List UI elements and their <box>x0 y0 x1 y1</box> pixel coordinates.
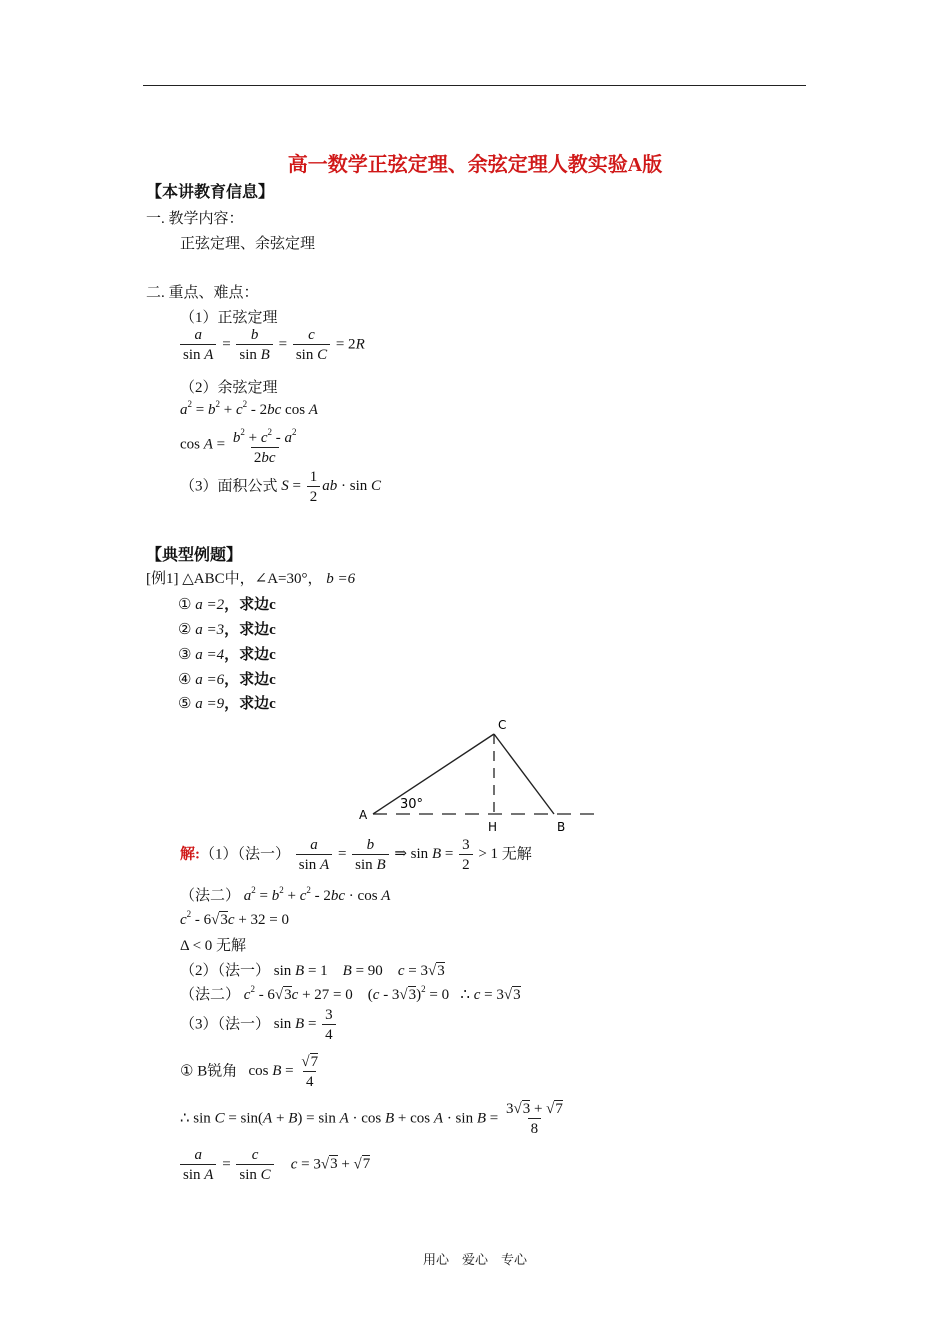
cosine-law-label: （2）余弦定理 <box>180 380 278 396</box>
case-condition: a =9 <box>195 696 225 712</box>
case-condition: a =4 <box>195 647 225 663</box>
solution-part-label: （3）（法一） <box>180 1016 271 1033</box>
method2-label: （法二） <box>180 987 241 1003</box>
no-solution-text: 无解 <box>501 846 532 863</box>
delta-text: Δ < 0 <box>180 938 213 954</box>
sin-c-formula: ∴ sin C = sin(A + B) = sin A · cos B + cos A · sin B = $\frac{3√3 + √7}{8}$ <box>180 1101 563 1137</box>
case-ask: ，求边c <box>224 622 276 638</box>
solution-part3-method1: （3）（法一） sin B = $\frac{3}{4}$ <box>180 1006 338 1044</box>
solution-part1-method2: （法二） $a^2 = b^2 + c^2 - 2bc \cdot \cos A$ <box>180 885 391 904</box>
page-title: 高一数学正弦定理、余弦定理人教实验A版 <box>287 154 663 176</box>
example1-case <box>178 643 276 664</box>
case-condition: a =2 <box>195 597 225 613</box>
solution-part1-method1: 解:（1）（法一） $\frac{a}{\text{sin A}}$ = $\frac{b}{\text{sin B}}$ ⇒ sin B = $\frac{3}{2}$ > 1 无解 <box>180 837 532 873</box>
teaching-content: 正弦定理、余弦定理 <box>180 236 316 252</box>
cosine-law-cos-formula: cos A = $\frac{b^2 + c^2 - a^2}{2bc}$ <box>180 427 297 466</box>
example1-case <box>178 692 276 713</box>
side-cb <box>494 734 554 814</box>
example1-statement <box>146 567 355 588</box>
case-condition: a =6 <box>195 672 225 688</box>
solution-label: 解: <box>180 846 200 863</box>
case-marker: ① <box>178 597 192 613</box>
c-result-formula: $\frac{a}{\text{sin A}}$ = $\frac{c}{\text{sin C}}$ c = 3√3 + √7 <box>178 1146 370 1184</box>
area-formula: S = $\frac{1}{2}$ ab · sin C <box>281 469 381 505</box>
page-footer: 用心 爱心 专心 <box>422 1252 527 1267</box>
label-b: B <box>557 820 566 834</box>
example1-case <box>178 668 276 689</box>
method2-label: （法二） <box>180 888 241 904</box>
label-angle: 30° <box>400 797 424 812</box>
key-points-label: 二. 重点、难点： <box>146 285 259 301</box>
no-solution-text: 无解 <box>216 938 247 954</box>
sine-law-label: （1）正弦定理 <box>180 310 278 326</box>
case-ask: ，求边c <box>224 647 276 663</box>
case-marker: ③ <box>178 647 192 663</box>
b-acute-label: ① B锐角 <box>180 1063 238 1080</box>
delta-row <box>180 934 246 955</box>
triangle-figure <box>355 712 605 837</box>
example1-b-value: b =6 <box>326 571 356 587</box>
solution-part2-method2: （法二） $c^2 - 6√3c + 27 = 0$ (c - 3√3)$^2$ = 0 ∴ c = 3√3 <box>180 984 521 1003</box>
section-examples-heading: 【典型例题】 <box>146 547 243 564</box>
quadratic-equation-1: $c^2 - 6√3c + 32 = 0$ <box>180 909 289 928</box>
sine-law-formula: $\frac{a}{\text{sin A}}$ = $\frac{b}{\text{sin B}}$ = $\frac{c}{\text{sin C}}$ = 2R <box>178 326 365 364</box>
solution-part-label: （2）（法一） <box>180 963 271 979</box>
section-info-heading: 【本讲教育信息】 <box>146 184 275 201</box>
label-c: C <box>498 718 507 732</box>
example1-text: △ABC中，∠A=30°， <box>182 571 323 587</box>
teaching-content-label: 一. 教学内容： <box>146 211 244 227</box>
label-a: A <box>359 808 368 822</box>
case-marker: ② <box>178 622 192 638</box>
case-marker: ⑤ <box>178 696 192 712</box>
label-h: H <box>488 820 498 834</box>
case-marker: ④ <box>178 672 192 688</box>
case-ask: ，求边c <box>224 597 276 613</box>
area-formula-label: （3）面积公式 <box>180 478 278 495</box>
case-condition: a =3 <box>195 622 225 638</box>
case-ask: ，求边c <box>224 672 276 688</box>
solution-part2-method1: （2）（法一） sin B = 1 B = 90 c = 3√3 <box>180 963 445 979</box>
example1-case <box>178 593 276 614</box>
example1-case <box>178 618 276 639</box>
solution-part-label: （1）（法一） <box>200 846 291 863</box>
example1-prefix: [例1] <box>146 571 179 587</box>
side-ac <box>373 734 494 814</box>
area-formula-row <box>180 468 381 506</box>
b-acute-row: ① B锐角 cos B = $\frac{√7}{4}$ <box>180 1054 319 1090</box>
cosine-law-formula: $a^2 = b^2 + c^2 - 2bc$ cos A <box>180 399 318 418</box>
case-ask: ，求边c <box>224 696 276 712</box>
header-rule <box>143 85 806 86</box>
